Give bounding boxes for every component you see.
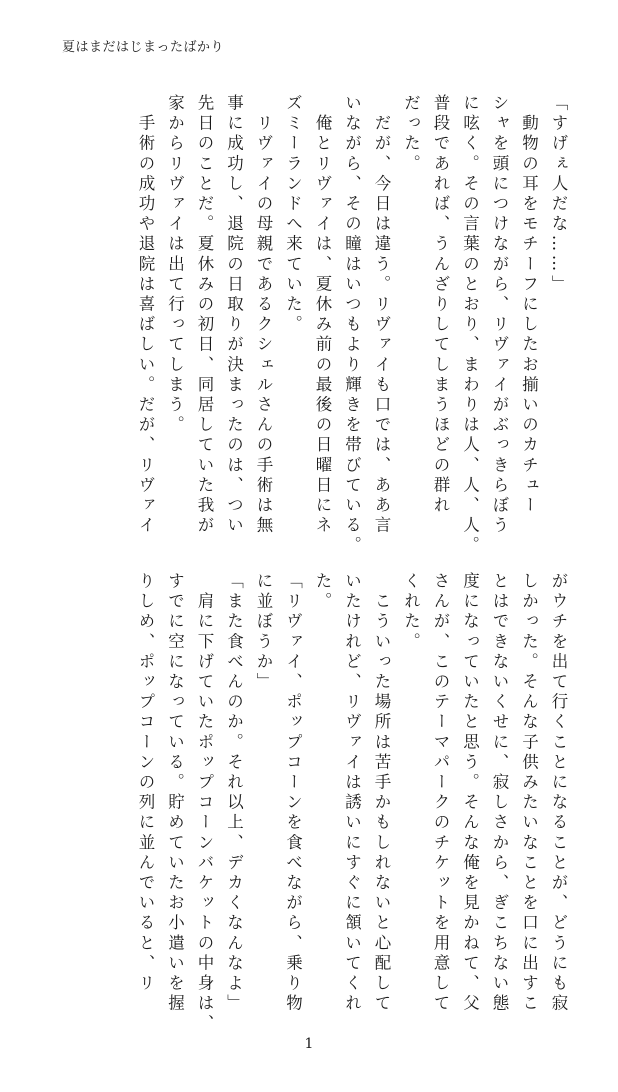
text-column-block-bottom bbox=[131, 572, 574, 1035]
text-line: だが、今日は違う。リヴァイも口では、ああ言 bbox=[372, 94, 391, 537]
text-line: 俺とリヴァイは、夏休み前の最後の日曜日にネ bbox=[313, 94, 332, 537]
text-line: いながら、その瞳はいつもより輝きを帯びている。 bbox=[342, 94, 362, 557]
text-line: とはできないくせに、寂しさから、ぎこちない態 bbox=[490, 572, 509, 1015]
text-line: りしめ、ポップコーンの列に並んでいると、リ bbox=[136, 572, 155, 995]
text-line: こういった場所は苦手かもしれないと心配して bbox=[372, 572, 391, 1015]
text-line: に並ぼうか」 bbox=[254, 572, 273, 693]
text-line: くれた。 bbox=[401, 572, 421, 653]
text-line: 家からリヴァイは出て行ってしまう。 bbox=[165, 94, 185, 436]
text-line: 先日のことだ。夏休みの初日、同居していた我が bbox=[195, 94, 214, 537]
text-line: た。 bbox=[313, 572, 332, 613]
text-line: シャを頭につけながら、リヴァイがぶっきらぼう bbox=[490, 94, 509, 537]
text-line: ズミーランドへ来ていた。 bbox=[283, 94, 303, 336]
running-header: 夏はまだはじまったばかり bbox=[62, 40, 225, 55]
text-line: 肩に下げていたポップコーンバケットの中身は、 bbox=[195, 572, 214, 1035]
text-column-block-top bbox=[131, 94, 574, 557]
text-line: いたけれど、リヴァイは誘いにすぐに頷いてくれ bbox=[342, 572, 362, 1015]
page-number: 1 bbox=[304, 1036, 314, 1052]
text-line: 「リヴァイ、ポップコーンを食べながら、乗り物 bbox=[283, 572, 303, 1015]
text-line: 「すげぇ人だな……」 bbox=[549, 94, 568, 295]
text-line: がウチを出て行くことになることが、どうにも寂 bbox=[549, 572, 568, 1015]
text-line: リヴァイの母親であるクシェルさんの手術は無 bbox=[254, 94, 273, 537]
text-line: 事に成功し、退院の日取りが決まったのは、つい bbox=[224, 94, 244, 537]
text-line: すでに空になっている。貯めていたお小遣いを握 bbox=[165, 572, 185, 1015]
text-line: 普段であれば、うんざりしてしまうほどの群れ bbox=[431, 94, 450, 517]
text-line: さんが、このテーマパークのチケットを用意して bbox=[431, 572, 450, 1015]
text-line: だった。 bbox=[401, 94, 421, 175]
text-line: しかった。そんな子供みたいなことを口に出すこ bbox=[519, 572, 539, 1015]
text-line: 手術の成功や退院は喜ばしい。だが、リヴァイ bbox=[136, 94, 155, 537]
text-line: に呟く。その言葉のとおり、まわりは人、人、人。 bbox=[460, 94, 480, 557]
text-line: 度になっていたと思う。そんな俺を見かねて、父 bbox=[460, 572, 480, 1015]
text-line: 「また食べんのか。それ以上、デカくなんなよ」 bbox=[224, 572, 244, 1015]
text-line: 動物の耳をモチーフにしたお揃いのカチュー bbox=[519, 94, 539, 517]
